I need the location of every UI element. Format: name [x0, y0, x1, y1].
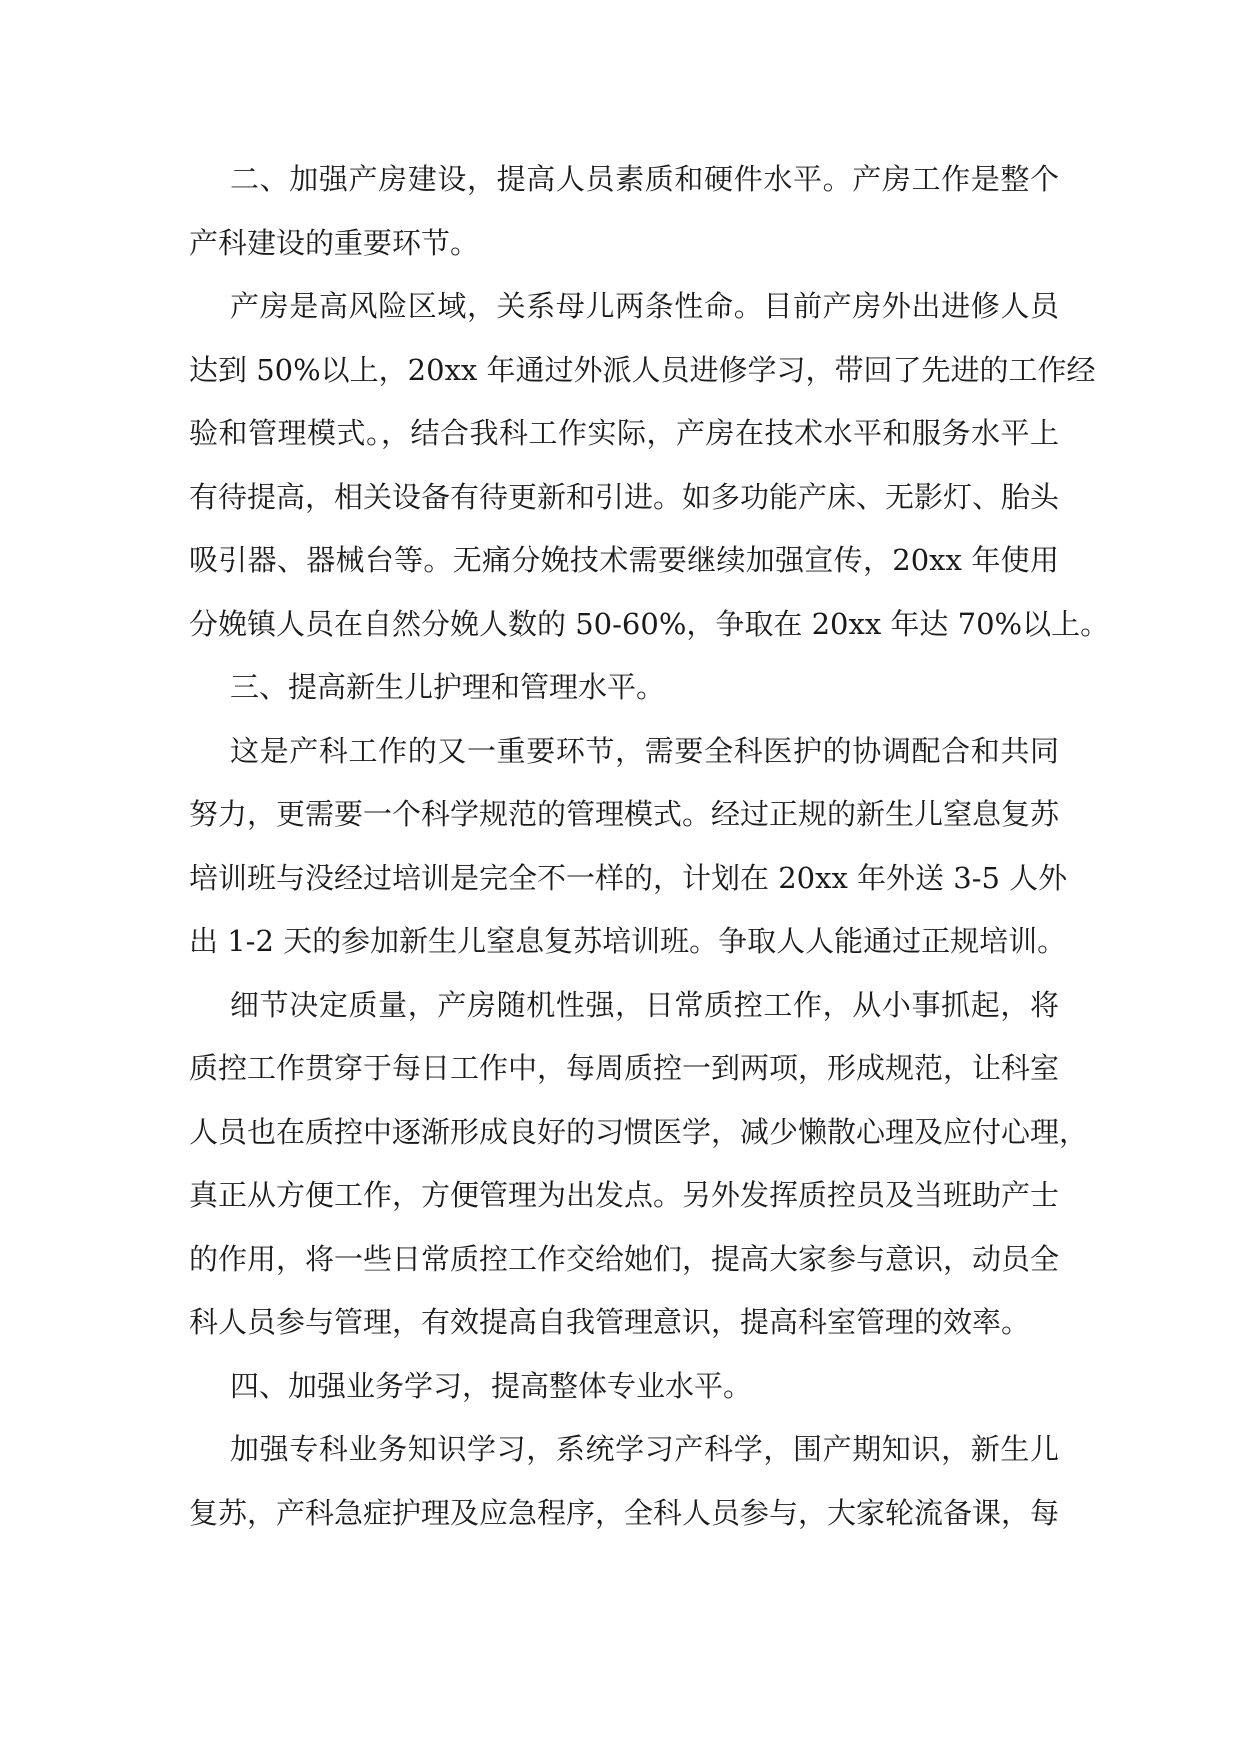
paragraph-line: 出 1-2 天的参加新生儿窒息复苏培训班。争取人人能通过正规培训。: [189, 924, 1067, 958]
paragraph-line: 这是产科工作的又一重要环节，需要全科医护的协调配合和共同: [230, 733, 1059, 768]
paragraph-line: 验和管理模式。，结合我科工作实际，产房在技术水平和服务水平上: [189, 416, 1059, 450]
paragraph-line: 分娩镇人员在自然分娩人数的 50-60%，争取在 20xx 年达 70%以上。: [189, 606, 1110, 641]
paragraph-line: 科人员参与管理，有效提高自我管理意识，提高科室管理的效率。: [189, 1305, 1031, 1339]
paragraph-line: 质控工作贯穿于每日工作中，每周质控一到两项，形成规范，让科室: [189, 1051, 1060, 1085]
paragraph-line: 产科建设的重要环节。: [189, 225, 480, 260]
paragraph-line: 有待提高，相关设备有待更新和引进。如多功能产床、无影灯、胎头: [189, 479, 1060, 514]
paragraph-line: 吸引器、器械台等。无痛分娩技术需要继续加强宣传，20xx 年使用: [189, 543, 1059, 577]
paragraph-line: 的作用，将一些日常质控工作交给她们，提高大家参与意识，动员全: [189, 1241, 1060, 1276]
paragraph-line: 复苏，产科急症护理及应急程序，全科人员参与，大家轮流备课，每: [189, 1495, 1060, 1530]
paragraph-line: 培训班与没经过培训是完全不一样的，计划在 20xx 年外送 3-5 人外: [189, 860, 1068, 895]
heading-section-3: 三、提高新生儿护理和管理水平。: [230, 670, 666, 704]
paragraph-line: 达到 50%以上，20xx 年通过外派人员进修学习，带回了先进的工作经: [189, 352, 1096, 387]
heading-section-2: 二、加强产房建设，提高人员素质和硬件水平。产房工作是整个: [230, 162, 1059, 196]
paragraph-line: 产房是高风险区域，关系母儿两条性命。目前产房外出进修人员: [230, 289, 1059, 323]
paragraph-line: 加强专科业务知识学习，系统学习产科学，围产期知识，新生儿: [230, 1432, 1059, 1466]
paragraph-line: 真正从方便工作，方便管理为出发点。另外发挥质控员及当班助产士: [189, 1178, 1060, 1212]
paragraph-line: 细节决定质量，产房随机性强，日常质控工作，从小事抓起，将: [230, 987, 1059, 1022]
heading-section-4: 四、加强业务学习，提高整体专业水平。: [230, 1368, 753, 1403]
document-body: [189, 148, 1110, 1545]
paragraph-line: 努力，更需要一个科学规范的管理模式。经过正规的新生儿窒息复苏: [189, 797, 1060, 831]
paragraph-line: 人员也在质控中逐渐形成良好的习惯医学，减少懒散心理及应付心理，: [189, 1114, 1089, 1149]
